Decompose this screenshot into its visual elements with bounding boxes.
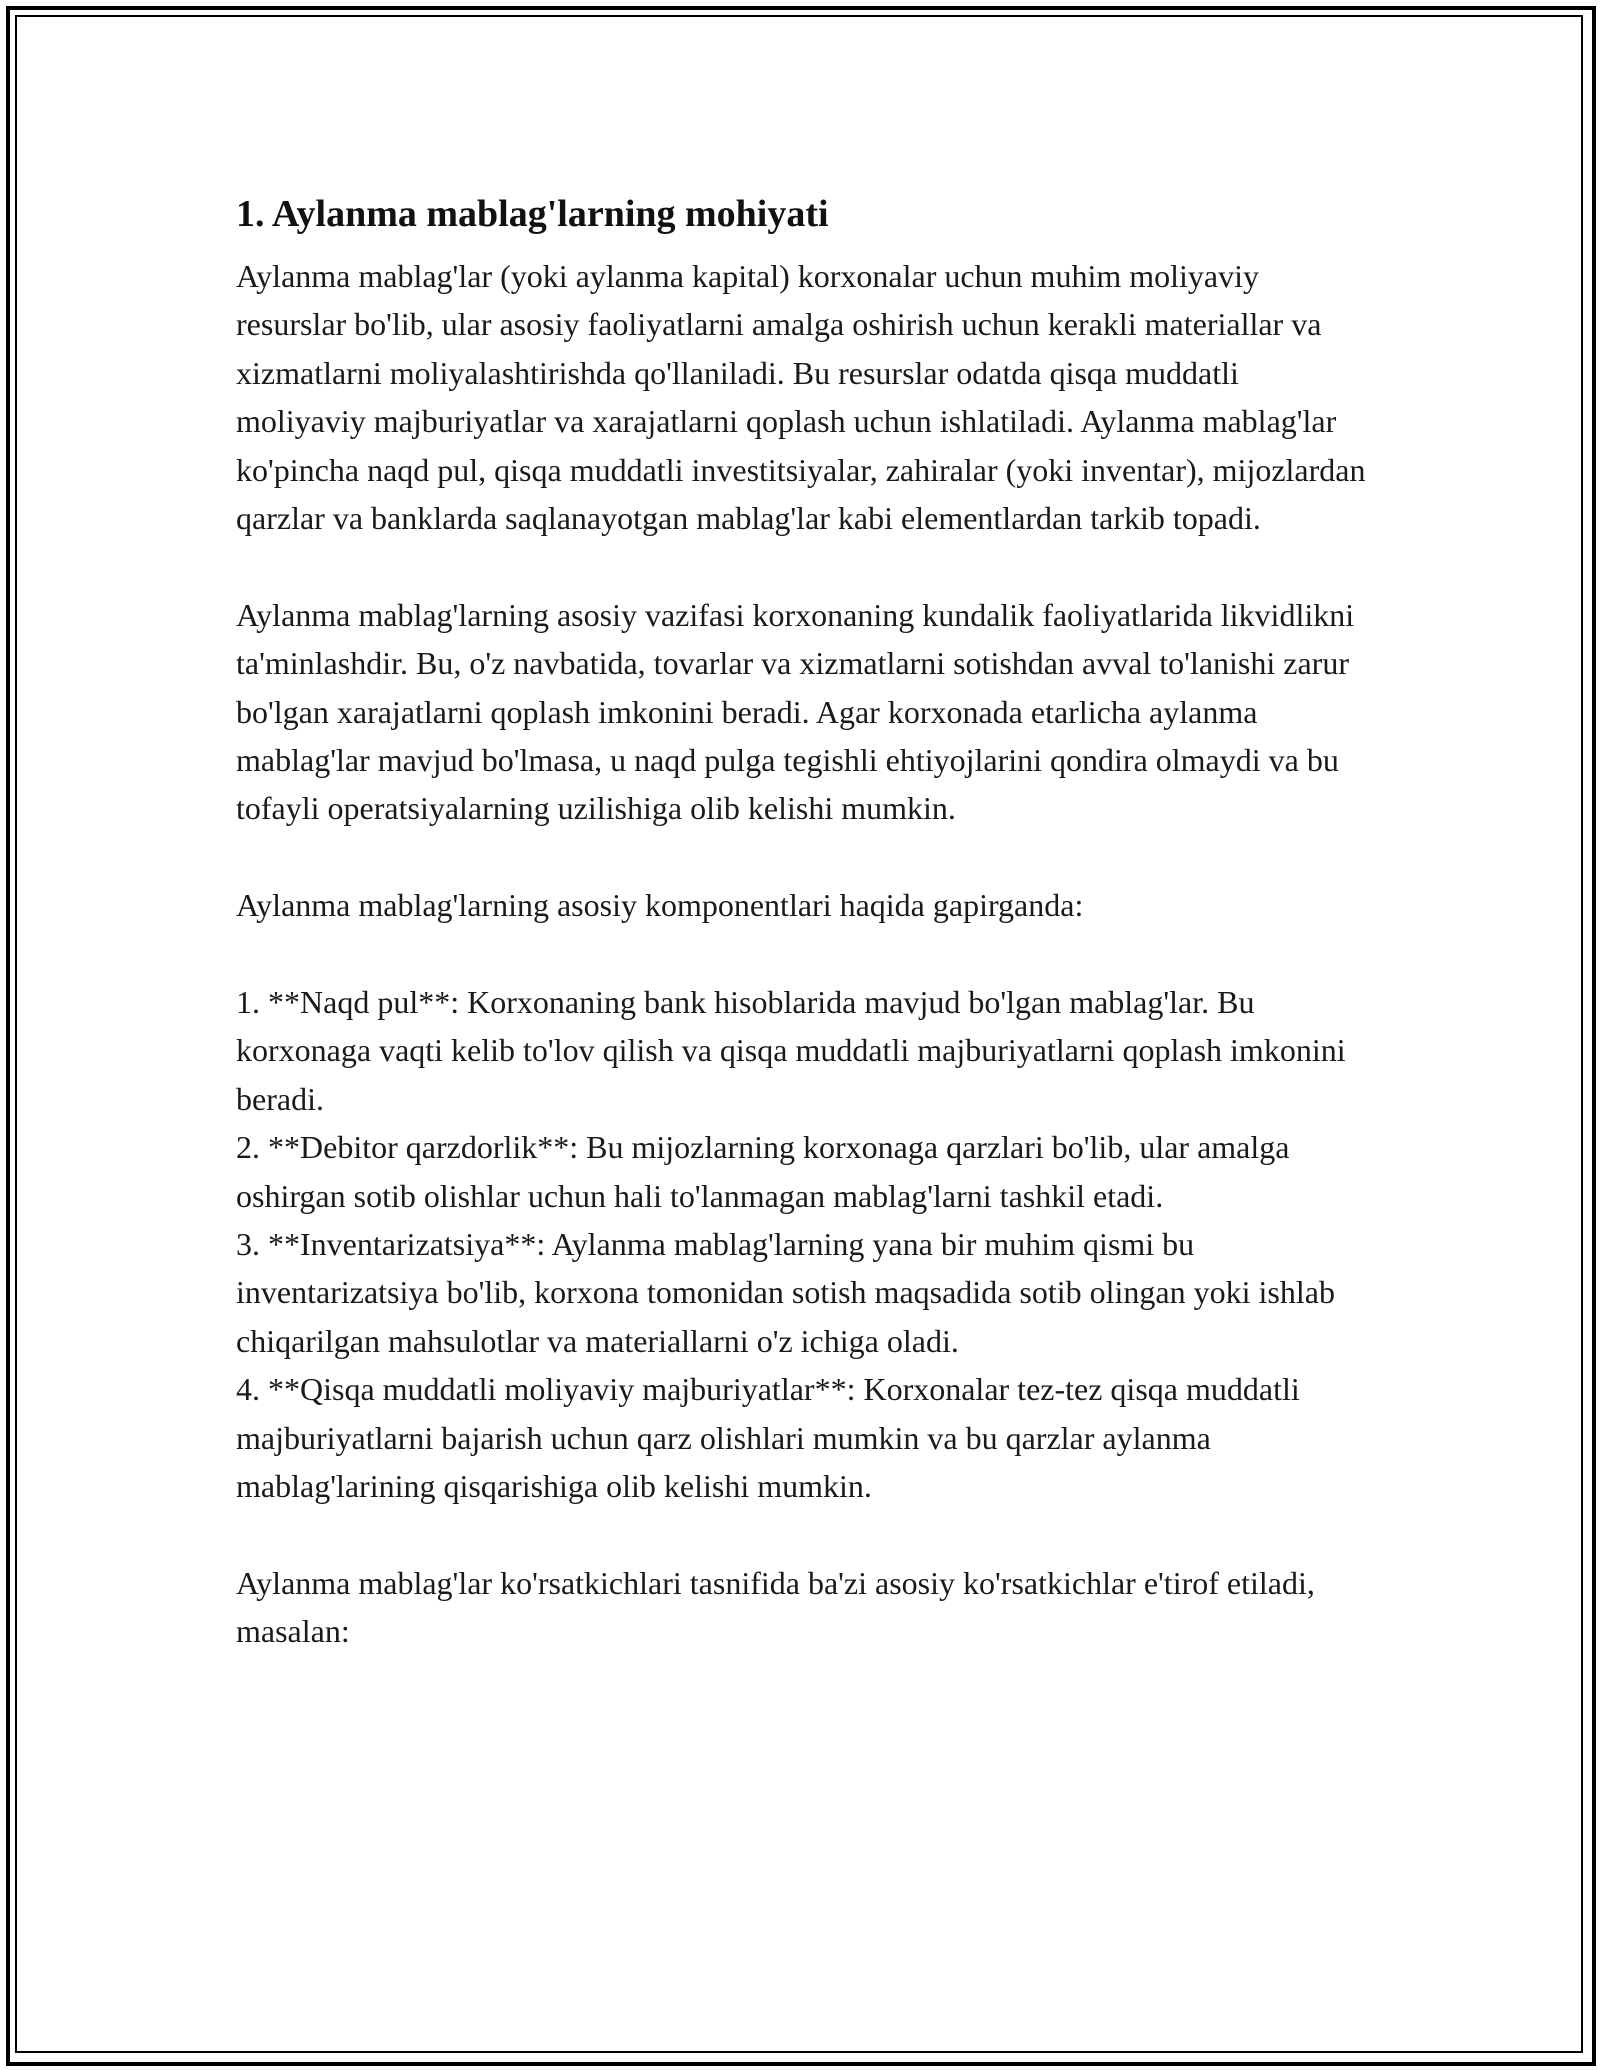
- paragraph-gap: [236, 542, 1376, 590]
- paragraph-indicators: Aylanma mablag'lar ko'rsatkichlari tasnifida ba'zi asosiy ko'rsatkichlar e'tirof etiladi, masalan:: [236, 1564, 1315, 1650]
- list-item: 2. **Debitor qarzdorlik**: Bu mijozlarning korxonaga qarzlari bo'lib, ular amalga oshirgan sotib olishlar uchun hali to'lanmagan mablag'larni tashkil etadi.: [236, 1129, 1290, 1214]
- paragraph-gap: [236, 930, 1376, 978]
- paragraph-components-intro: Aylanma mablag'larning asosiy komponentlari haqida gapirganda:: [236, 887, 1084, 924]
- components-list: [236, 978, 1376, 1510]
- paragraph-gap: [236, 1511, 1376, 1559]
- list-item: 4. **Qisqa muddatli moliyaviy majburiyatlar**: Korxonalar tez-tez qisqa muddatli majburiyatlarni bajarish uchun qarz olishlari mumkin va bu qarzlar aylanma mablag'larining qisqarishiga olib kelishi mumkin.: [236, 1371, 1300, 1505]
- paragraph-function: Aylanma mablag'larning asosiy vazifasi korxonaning kundalik faoliyatlarida likvidlikni ta'minlashdir. Bu, o'z navbatida, tovarlar va xizmatlarni sotishdan avval to'lanishi zarur bo'lgan xarajatlarni qoplash imkonini beradi. Agar korxonada etarlicha aylanma mablag'lar mavjud bo'lmasa, u naqd pulga tegishli ehtiyojlarini qondira olmaydi va bu tofayli operatsiyalarning uzilishiga olib kelishi mumkin.: [236, 596, 1355, 827]
- list-item: 3. **Inventarizatsiya**: Aylanma mablag'larning yana bir muhim qismi bu inventarizatsiya bo'lib, korxona tomonidan sotish maqsadida sotib olingan yoki ishlab chiqarilgan mahsulotlar va materiallarni o'z ichiga oladi.: [236, 1226, 1335, 1359]
- section-title: 1. Aylanma mablag'larning mohiyati: [236, 193, 829, 235]
- document-body: [236, 186, 1376, 1656]
- list-item: 1. **Naqd pul**: Korxonaning bank hisoblarida mavjud bo'lgan mablag'lar. Bu korxonaga vaqti kelib to'lov qilish va qisqa muddatli majburiyatlarni qoplash imkonini beradi.: [236, 984, 1346, 1117]
- paragraph-definition: Aylanma mablag'lar (yoki aylanma kapital) korxonalar uchun muhim moliyaviy resurslar bo'lib, ular asosiy faoliyatlarni amalga oshirish uchun kerakli materiallar va xizmatlarni moliyalashtirishda qo'llaniladi. Bu resurslar odatda qisqa muddatli moliyaviy majburiyatlar va xarajatlarni qoplash uchun ishlatiladi. Aylanma mablag'lar ko'pincha naqd pul, qisqa muddatli investitsiyalar, zahiralar (yoki inventar), mijozlardan qarzlar va banklarda saqlanayotgan mablag'lar kabi elementlardan tarkib topadi.: [236, 258, 1366, 537]
- paragraph-gap: [236, 833, 1376, 881]
